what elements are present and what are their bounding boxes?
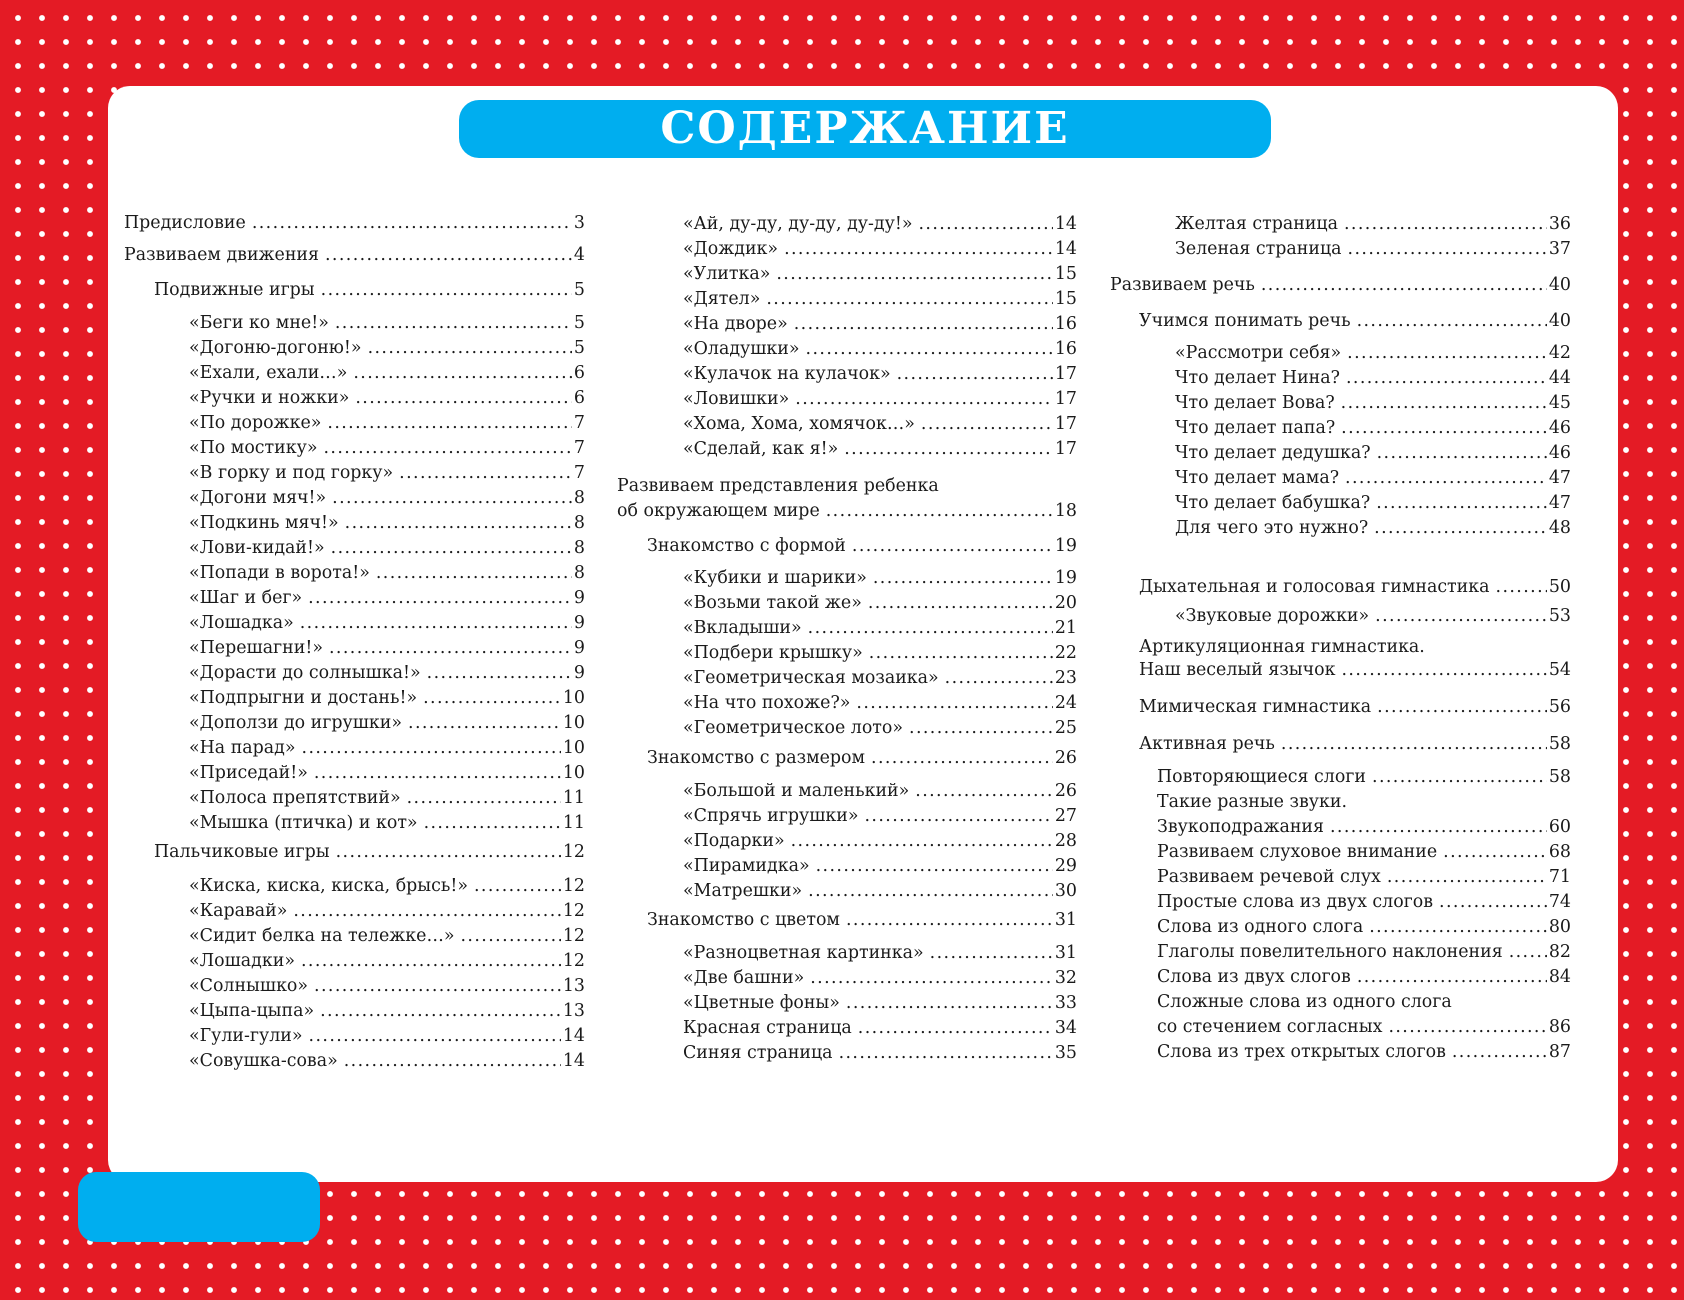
leader-dots [325,244,572,266]
leader-dots [376,562,572,584]
leader-dots [1377,696,1547,718]
toc-entry[interactable]: Глаголы повелительного наклонения ..... 82 [1157,941,1571,963]
toc-entry[interactable]: «По мостику» ..... 7 [189,437,585,459]
toc-entry[interactable]: «Рассмотри себя» ..... 42 [1175,342,1571,364]
toc-entry[interactable]: Наш веселый язычок ..... 54 [1139,659,1571,681]
toc-entry[interactable]: «Геометрическое лото» ..... 25 [683,717,1077,739]
toc-entry[interactable]: Желтая страница ..... 36 [1175,213,1571,235]
leader-dots [808,617,1053,639]
toc-entry[interactable]: «Геометрическая мозаика» ..... 23 [683,667,1077,689]
leader-dots [816,855,1053,877]
toc-entry[interactable]: «Цыпа-цыпа» ..... 13 [189,1000,585,1022]
toc-heading-line: Такие разные звуки. [1157,792,1347,812]
toc-entry[interactable]: Что делает бабушка? ..... 47 [1175,492,1571,514]
leader-dots [1346,367,1547,389]
toc-entry[interactable]: «Оладушки» ..... 16 [683,338,1077,360]
leader-dots [794,313,1053,335]
leader-dots [1376,492,1547,514]
leader-dots [1342,659,1547,681]
toc-entry[interactable]: «Дорасти до солнышка!» ..... 9 [189,662,585,684]
toc-entry[interactable]: «Вкладыши» ..... 21 [683,617,1077,639]
toc-entry[interactable]: «Ехали, ехали…» ..... 6 [189,362,585,384]
leader-dots [368,337,572,359]
leader-dots [314,975,561,997]
toc-entry[interactable]: «На что похоже?» ..... 24 [683,692,1077,714]
toc-entry[interactable]: «Две башни» ..... 32 [683,967,1077,989]
leader-dots [1281,733,1547,755]
leader-dots [353,362,572,384]
leader-dots [1341,392,1547,414]
leader-dots [335,312,572,334]
toc-entry[interactable]: Подвижные игры ..... 5 [154,279,585,301]
leader-dots [873,567,1053,589]
leader-dots [871,747,1053,769]
toc-entry[interactable]: «Попади в ворота!» ..... 8 [189,562,585,584]
leader-dots [399,462,572,484]
leader-dots [1341,417,1547,439]
leader-dots [331,537,572,559]
leader-dots [918,213,1052,235]
leader-dots [321,279,572,301]
leader-dots [1347,342,1547,364]
leader-dots [776,263,1053,285]
leader-dots [1369,916,1547,938]
leader-dots [810,967,1053,989]
leader-dots [332,487,572,509]
leader-dots [320,1000,561,1022]
leader-dots [309,1025,561,1047]
toc-entry[interactable]: «Хома, Хома, хомячок…» ..... 17 [683,413,1077,435]
toc-entry[interactable]: Развиваем речь ..... 40 [1110,274,1571,296]
leader-dots [844,438,1053,460]
toc-entry[interactable]: «На дворе» ..... 16 [683,313,1077,335]
toc-entry[interactable]: Зеленая страница ..... 37 [1175,238,1571,260]
toc-entry[interactable]: Слова из трех открытых слогов ..... 87 [1157,1041,1571,1063]
leader-dots [1345,467,1547,489]
toc-entry[interactable]: «Каравай» ..... 12 [189,900,585,922]
leader-dots [329,637,572,659]
toc-entry[interactable]: Учимся понимать речь ..... 40 [1139,310,1571,332]
toc-entry[interactable]: «Ловишки» ..... 17 [683,388,1077,410]
toc-heading-line: Артикуляционная гимнастика. [1139,637,1425,657]
toc-entry[interactable]: об окружающем мире ..... 18 [617,500,1077,522]
toc-entry[interactable]: «Ай, ду-ду, ду-ду, ду-ду!» ..... 14 [683,213,1077,235]
leader-dots [869,642,1053,664]
leader-dots [1344,213,1547,235]
toc-entry[interactable]: Повторяющиеся слоги ..... 58 [1157,766,1571,788]
leader-dots [424,812,561,834]
toc-entry[interactable]: «В горку и под горку» ..... 7 [189,462,585,484]
toc-entry[interactable]: Что делает папа? ..... 46 [1175,417,1571,439]
leader-dots [909,717,1053,739]
leader-dots [784,238,1053,260]
toc-entry[interactable]: «Лови-кидай!» ..... 8 [189,537,585,559]
toc-heading-line: Развиваем представления ребенка [617,476,939,496]
toc-heading-line: Сложные слова из одного слога [1157,992,1452,1012]
leader-dots [308,587,572,609]
toc-entry[interactable]: Слова из двух слогов ..... 84 [1157,966,1571,988]
leader-dots [846,909,1053,931]
toc-entry[interactable]: «Возьми такой же» ..... 20 [683,592,1077,614]
leader-dots [300,612,572,634]
leader-dots [1509,941,1547,963]
toc-entry[interactable]: Знакомство с цветом ..... 31 [647,909,1077,931]
toc-entry[interactable]: Слова из одного слога ..... 80 [1157,916,1571,938]
leader-dots [344,1050,561,1072]
leader-dots [806,338,1053,360]
toc-entry[interactable]: Развиваем слуховое внимание ..... 68 [1157,841,1571,863]
toc-entry[interactable]: «Беги ко мне!» ..... 5 [189,312,585,334]
toc-entry[interactable]: «Кубики и шарики» ..... 19 [683,567,1077,589]
toc-entry[interactable]: «Сделай, как я!» ..... 17 [683,438,1077,460]
toc-entry[interactable]: «Приседай!» ..... 10 [189,762,585,784]
toc-entry[interactable]: Красная страница ..... 34 [683,1017,1077,1039]
leader-dots [868,592,1053,614]
toc-entry[interactable]: «Звуковые дорожки» ..... 53 [1175,605,1571,627]
leader-dots [864,805,1052,827]
toc-entry[interactable]: «Сидит белка на тележке…» ..... 12 [189,925,585,947]
toc-entry[interactable]: «На парад» ..... 10 [189,737,585,759]
toc-entry[interactable]: Мимическая гимнастика ..... 56 [1139,696,1571,718]
toc-entry[interactable]: «Шаг и бег» ..... 9 [189,587,585,609]
leader-dots [1496,576,1547,598]
toc-entry[interactable]: Дыхательная и голосовая гимнастика ..... 50 [1139,576,1571,598]
toc-entry[interactable]: «Разноцветная картинка» ..... 31 [683,942,1077,964]
leader-dots [945,667,1053,689]
toc-entry[interactable]: Знакомство с размером ..... 26 [647,747,1077,769]
leader-dots [795,388,1053,410]
toc-entry[interactable]: «Спрячь игрушки» ..... 27 [683,805,1077,827]
toc-entry[interactable]: «По дорожке» ..... 7 [189,412,585,434]
toc-entry[interactable]: «Матрешки» ..... 30 [683,880,1077,902]
toc-entry[interactable]: Что делает Вова? ..... 45 [1175,392,1571,414]
leader-dots [355,387,572,409]
toc-entry[interactable]: «Совушка-сова» ..... 14 [189,1050,585,1072]
toc-entry[interactable]: Звукоподражания ..... 60 [1157,816,1571,838]
leader-dots [301,950,561,972]
leader-dots [423,687,561,709]
leader-dots [930,942,1053,964]
toc-entry[interactable]: «Мышка (птичка) и кот» ..... 11 [189,812,585,834]
toc-entry[interactable]: со стечением согласных ..... 86 [1157,1016,1571,1038]
toc-entry[interactable]: Что делает Нина? ..... 44 [1175,367,1571,389]
leader-dots [1357,966,1547,988]
leader-dots [897,363,1053,385]
toc-entry[interactable]: «Полоса препятствий» ..... 11 [189,787,585,809]
toc-entry[interactable]: Что делает мама? ..... 47 [1175,467,1571,489]
leader-dots [1261,274,1547,296]
toc-entry[interactable]: «Кулачок на кулачок» ..... 17 [683,363,1077,385]
toc-entry[interactable]: «Подарки» ..... 28 [683,830,1077,852]
toc-entry[interactable]: Простые слова из двух слогов ..... 74 [1157,891,1571,913]
toc-entry[interactable]: «Гули-гули» ..... 14 [189,1025,585,1047]
leader-dots [408,712,561,734]
toc-entry[interactable]: «Пирамидка» ..... 29 [683,855,1077,877]
leader-dots [791,830,1053,852]
leader-dots [858,1017,1053,1039]
leader-dots [826,500,1053,522]
toc-entry[interactable]: Что делает дедушка? ..... 46 [1175,442,1571,464]
toc-entry[interactable]: «Киска, киска, киска, брысь!» ..... 12 [189,875,585,897]
toc-entry[interactable]: «Подкинь мяч!» ..... 8 [189,512,585,534]
leader-dots [427,662,572,684]
toc-entry[interactable]: «Подпрыгни и достань!» ..... 10 [189,687,585,709]
leader-dots [1357,310,1547,332]
leader-dots [856,692,1052,714]
leader-dots [1330,816,1547,838]
leader-dots [1348,238,1547,260]
leader-dots [1374,517,1547,539]
leader-dots [846,992,1053,1014]
leader-dots [252,212,572,234]
toc-entry[interactable]: Развиваем движения ..... 4 [124,244,585,266]
toc-entry[interactable]: «Догоню-догоню!» ..... 5 [189,337,585,359]
toc-entry[interactable]: «Дождик» ..... 14 [683,238,1077,260]
toc-entry[interactable]: «Улитка» ..... 15 [683,263,1077,285]
toc-entry[interactable]: «Доползи до игрушки» ..... 10 [189,712,585,734]
leader-dots [1387,866,1547,888]
leader-dots [1452,1041,1547,1063]
leader-dots [808,880,1053,902]
leader-dots [921,413,1053,435]
leader-dots [852,535,1053,557]
toc-entry[interactable]: Для чего это нужно? ..... 48 [1175,517,1571,539]
toc-entry[interactable]: «Ручки и ножки» ..... 6 [189,387,585,409]
toc-entry[interactable]: «Перешагни!» ..... 9 [189,637,585,659]
toc-entry[interactable]: «Дятел» ..... 15 [683,288,1077,310]
toc-entry[interactable]: «Солнышко» ..... 13 [189,975,585,997]
leader-dots [314,762,561,784]
page-title: СОДЕРЖАНИЕ [660,103,1070,154]
leader-dots [839,1042,1053,1064]
leader-dots [327,412,572,434]
leader-dots [474,875,561,897]
toc-entry[interactable]: Развиваем речевой слух ..... 71 [1157,866,1571,888]
toc-entry[interactable]: Предисловие ..... 3 [124,212,585,234]
toc-entry[interactable]: «Лошадка» ..... 9 [189,612,585,634]
toc-entry[interactable]: Активная речь ..... 58 [1139,733,1571,755]
leader-dots [915,780,1053,802]
leader-dots [1375,605,1547,627]
leader-dots [1377,442,1547,464]
corner-tab [78,1172,320,1242]
leader-dots [302,737,561,759]
toc-entry[interactable]: Пальчиковые игры ..... 12 [154,841,585,863]
leader-dots [336,841,561,863]
toc-entry[interactable]: «Догони мяч!» ..... 8 [189,487,585,509]
toc-entry[interactable]: «Цветные фоны» ..... 33 [683,992,1077,1014]
leader-dots [1439,891,1547,913]
leader-dots [1372,766,1547,788]
leader-dots [1388,1016,1546,1038]
leader-dots [345,512,572,534]
toc-entry[interactable]: «Большой и маленький» ..... 26 [683,780,1077,802]
toc-entry[interactable]: Знакомство с формой ..... 19 [647,535,1077,557]
leader-dots [1443,841,1547,863]
leader-dots [324,437,572,459]
leader-dots [407,787,561,809]
leader-dots [766,288,1053,310]
leader-dots [293,900,561,922]
toc-entry[interactable]: «Лошадки» ..... 12 [189,950,585,972]
toc-entry[interactable]: Синяя страница ..... 35 [683,1042,1077,1064]
leader-dots [461,925,561,947]
title-banner [459,100,1271,158]
toc-entry[interactable]: «Подбери крышку» ..... 22 [683,642,1077,664]
